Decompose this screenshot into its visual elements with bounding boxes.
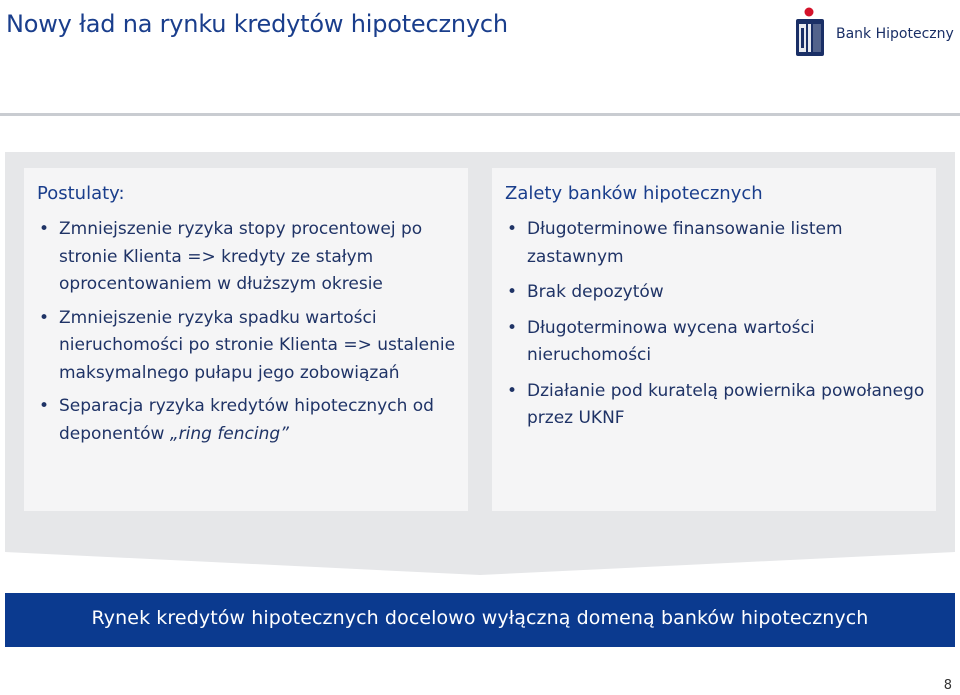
- postulates-heading: Postulaty:: [37, 183, 125, 204]
- list-item: • Brak depozytów: [507, 282, 664, 302]
- advantages-list: [505, 216, 925, 441]
- banner-text: Rynek kredytów hipotecznych docelowo wyłączną domeną banków hipotecznych: [91, 607, 869, 629]
- list-item: • Działanie pod kuratelą powiernika powołanego przez UKNF: [507, 380, 925, 428]
- advantages-heading: Zalety banków hipotecznych: [505, 183, 763, 204]
- conclusion-banner: [5, 593, 955, 647]
- postulates-list: [37, 216, 462, 454]
- page-number: 8: [943, 678, 952, 693]
- list-item: • Separacja ryzyka kredytów hipotecznych od deponentów „ring fencing”: [39, 396, 434, 444]
- list-item: • Zmniejszenie ryzyka spadku wartości nieruchomości po stronie Klienta => ustalenie maksymalnego pułapu jego zobowiązań: [39, 307, 456, 383]
- header-divider: [0, 113, 960, 116]
- bank-logo: [792, 6, 960, 60]
- slide-title: Nowy ład na rynku kredytów hipotecznych: [6, 10, 508, 38]
- postulates-box: [24, 168, 468, 511]
- advantages-box: [492, 168, 936, 511]
- list-item: • Zmniejszenie ryzyka stopy procentowej po stronie Klienta => kredyty ze stałym oprocentowaniem w dłuższym okresie: [39, 219, 423, 294]
- ring-fencing-term: „ring fencing”: [169, 423, 289, 444]
- pko-logo-icon: [792, 6, 832, 60]
- list-item: • Długoterminowe finansowanie listem zastawnym: [507, 219, 843, 267]
- list-item: • Długoterminowa wycena wartości nieruchomości: [507, 317, 815, 365]
- down-arrow-icon: [5, 538, 955, 576]
- logo-text: Bank Hipoteczny: [836, 26, 954, 42]
